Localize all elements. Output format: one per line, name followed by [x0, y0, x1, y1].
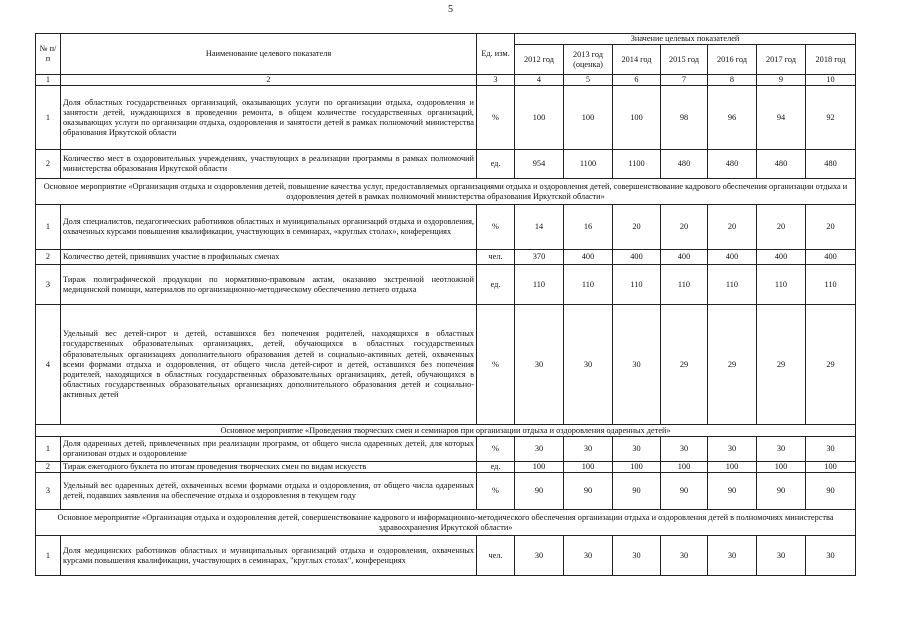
unit-cell: % — [477, 437, 515, 462]
value-cell: 400 — [806, 250, 856, 265]
header-values: Значение целевых показателей — [515, 34, 856, 45]
indicator-name: Тираж полиграфической продукции по нормативно-правовым актам, оказанию экстренной неотложной медицинской помощи, материалов по организационно-методическому обеспечению летнего отдыха — [61, 265, 477, 305]
value-cell: 30 — [806, 536, 856, 576]
row-number: 3 — [36, 265, 61, 305]
year-header: 2018 год — [806, 45, 856, 75]
value-cell: 29 — [661, 305, 708, 425]
column-number: 5 — [564, 75, 613, 86]
table-row — [36, 150, 856, 179]
value-cell: 20 — [661, 205, 708, 250]
unit-cell: ед. — [477, 150, 515, 179]
column-number: 3 — [477, 75, 515, 86]
value-cell: 29 — [806, 305, 856, 425]
value-cell: 14 — [515, 205, 564, 250]
value-cell: 100 — [613, 462, 661, 473]
value-cell: 110 — [613, 265, 661, 305]
row-number: 1 — [36, 536, 61, 576]
value-cell: 29 — [708, 305, 757, 425]
value-cell: 16 — [564, 205, 613, 250]
value-cell: 400 — [564, 250, 613, 265]
row-number: 2 — [36, 150, 61, 179]
row-number: 2 — [36, 250, 61, 265]
unit-cell: ед. — [477, 462, 515, 473]
value-cell: 400 — [661, 250, 708, 265]
unit-cell: % — [477, 86, 515, 150]
indicator-name: Удельный вес одаренных детей, охваченных всеми формами отдыха и оздоровления, от общего числа одаренных детей, подавших заявления на обеспечение отдыха и оздоровления в текущем году — [61, 473, 477, 510]
column-number: 4 — [515, 75, 564, 86]
value-cell: 30 — [515, 437, 564, 462]
value-cell: 30 — [564, 437, 613, 462]
value-cell: 20 — [708, 205, 757, 250]
row-number: 4 — [36, 305, 61, 425]
value-cell: 90 — [564, 473, 613, 510]
value-cell: 30 — [757, 536, 806, 576]
unit-cell: % — [477, 305, 515, 425]
target-indicators-table — [35, 33, 856, 576]
value-cell: 29 — [757, 305, 806, 425]
table-row — [36, 536, 856, 576]
value-cell: 98 — [661, 86, 708, 150]
indicator-name: Доля областных государственных организаций, оказывающих услуги по организации отдыха, оздоровления и занятости детей, нуждающихся в проведении ремонта, в общем количестве государственных организаций, оказывающих услуги по организации отдыха, оздоровления и занятости детей в рамках полномочий министерства образования Иркутской области — [61, 86, 477, 150]
indicator-name: Количество детей, принявших участие в профильных сменах — [61, 250, 477, 265]
indicator-name: Количество мест в оздоровительных учреждениях, участвующих в реализации программы в рамках полномочий министерства образования Иркутской области — [61, 150, 477, 179]
indicator-name: Доля одаренных детей, привлеченных при реализации программ, от общего числа одаренных детей, для которых организован отдых и оздоровление — [61, 437, 477, 462]
value-cell: 100 — [515, 86, 564, 150]
value-cell: 30 — [564, 305, 613, 425]
table-row — [36, 86, 856, 150]
indicator-name: Тираж ежегодного буклета по итогам проведения творческих смен по видам искусств — [61, 462, 477, 473]
value-cell: 1100 — [613, 150, 661, 179]
header-unit: Ед. изм. — [477, 34, 515, 75]
column-number: 10 — [806, 75, 856, 86]
value-cell: 90 — [661, 473, 708, 510]
value-cell: 110 — [708, 265, 757, 305]
table-row — [36, 250, 856, 265]
row-number: 1 — [36, 437, 61, 462]
header-num: № п/п — [36, 34, 61, 75]
value-cell: 110 — [661, 265, 708, 305]
value-cell: 100 — [613, 86, 661, 150]
value-cell: 1100 — [564, 150, 613, 179]
column-number: 9 — [757, 75, 806, 86]
value-cell: 370 — [515, 250, 564, 265]
value-cell: 30 — [806, 437, 856, 462]
value-cell: 110 — [757, 265, 806, 305]
value-cell: 30 — [708, 536, 757, 576]
value-cell: 20 — [613, 205, 661, 250]
value-cell: 30 — [661, 437, 708, 462]
value-cell: 90 — [515, 473, 564, 510]
row-number: 2 — [36, 462, 61, 473]
value-cell: 30 — [757, 437, 806, 462]
year-header: 2014 год — [613, 45, 661, 75]
value-cell: 30 — [515, 305, 564, 425]
year-header: 2012 год — [515, 45, 564, 75]
value-cell: 30 — [613, 305, 661, 425]
value-cell: 90 — [708, 473, 757, 510]
value-cell: 100 — [564, 86, 613, 150]
value-cell: 480 — [708, 150, 757, 179]
section-title: Основное мероприятие «Организация отдыха и оздоровления детей, повышение качества услуг, предоставляемых организациями отдыха и оздоровления детей, совершенствование кадрового обеспечения организации отдыха и оздоровления детей в рамках полномочий министерства образования Иркутской области» — [36, 179, 856, 205]
unit-cell: чел. — [477, 536, 515, 576]
value-cell: 30 — [661, 536, 708, 576]
column-number: 1 — [36, 75, 61, 86]
column-number: 2 — [61, 75, 477, 86]
indicator-name: Удельный вес детей-сирот и детей, оставшихся без попечения родителей, находящихся в областных государственных образовательных организациях, детей, обучающихся в областных государственных образовательных организациях дополнительного образования детей и социально-активных детей, охваченных всеми формами отдыха и оздоровления, от общего числа детей-сирот и детей, оставшихся без попечения родителей, находящихся в областных государственных образовательных организациях, детей, обучающихся в областных государственных образовательных организациях дополнительного образования детей и социально-активных детей — [61, 305, 477, 425]
table-body — [36, 86, 856, 576]
unit-cell: % — [477, 473, 515, 510]
section-title: Основное мероприятие «Организация отдыха и оздоровления детей, совершенствование кадрового и информационно-методического обеспечения организации отдыха и оздоровления детей в полномочиях министерства здравоохранения Иркутской области» — [36, 510, 856, 536]
value-cell: 30 — [613, 437, 661, 462]
value-cell: 100 — [757, 462, 806, 473]
value-cell: 94 — [757, 86, 806, 150]
value-cell: 100 — [564, 462, 613, 473]
table-row — [36, 265, 856, 305]
row-number: 1 — [36, 205, 61, 250]
value-cell: 400 — [708, 250, 757, 265]
year-header: 2013 год (оценка) — [564, 45, 613, 75]
value-cell: 30 — [708, 437, 757, 462]
table-row — [36, 437, 856, 462]
table-row — [36, 462, 856, 473]
value-cell: 30 — [564, 536, 613, 576]
page-number: 5 — [448, 4, 453, 15]
value-cell: 100 — [708, 462, 757, 473]
table-row — [36, 473, 856, 510]
unit-cell: % — [477, 205, 515, 250]
value-cell: 90 — [806, 473, 856, 510]
value-cell: 110 — [564, 265, 613, 305]
row-number: 1 — [36, 86, 61, 150]
value-cell: 30 — [613, 536, 661, 576]
column-number-row — [36, 75, 856, 86]
unit-cell: чел. — [477, 250, 515, 265]
table-row — [36, 305, 856, 425]
column-number: 8 — [708, 75, 757, 86]
value-cell: 110 — [806, 265, 856, 305]
year-header: 2015 год — [661, 45, 708, 75]
section-row — [36, 425, 856, 437]
section-row — [36, 179, 856, 205]
value-cell: 20 — [806, 205, 856, 250]
header-name: Наименование целевого показателя — [61, 34, 477, 75]
section-row — [36, 510, 856, 536]
table-row — [36, 205, 856, 250]
indicator-name: Доля специалистов, педагогических работников областных и муниципальных организаций отдыха и оздоровления, охваченных курсами повышения квалификации, участвующих в семинарах, «круглых столах», конференциях — [61, 205, 477, 250]
value-cell: 110 — [515, 265, 564, 305]
section-title: Основное мероприятие «Проведения творческих смен и семинаров при организации отдыха и оздоровления одаренных детей» — [36, 425, 856, 437]
value-cell: 954 — [515, 150, 564, 179]
value-cell: 96 — [708, 86, 757, 150]
value-cell: 100 — [515, 462, 564, 473]
column-number: 6 — [613, 75, 661, 86]
value-cell: 30 — [515, 536, 564, 576]
value-cell: 100 — [661, 462, 708, 473]
value-cell: 400 — [757, 250, 806, 265]
unit-cell: ед. — [477, 265, 515, 305]
value-cell: 100 — [806, 462, 856, 473]
year-header: 2017 год — [757, 45, 806, 75]
value-cell: 480 — [757, 150, 806, 179]
column-number: 7 — [661, 75, 708, 86]
value-cell: 92 — [806, 86, 856, 150]
value-cell: 90 — [613, 473, 661, 510]
value-cell: 20 — [757, 205, 806, 250]
indicator-name: Доля медицинских работников областных и муниципальных организаций отдыха и оздоровления, охваченных курсами повышения квалификации, участвующих в семинарах, "круглых столах", конференциях — [61, 536, 477, 576]
value-cell: 90 — [757, 473, 806, 510]
value-cell: 480 — [661, 150, 708, 179]
value-cell: 400 — [613, 250, 661, 265]
year-header: 2016 год — [708, 45, 757, 75]
value-cell: 480 — [806, 150, 856, 179]
row-number: 3 — [36, 473, 61, 510]
